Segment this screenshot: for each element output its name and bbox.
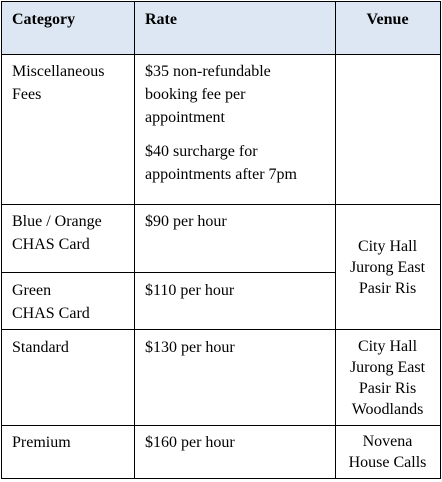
chas-venue-cell <box>335 236 440 299</box>
row-green-category <box>2 279 134 325</box>
row-blue-orange-category-line1: Blue / Orange <box>12 213 102 230</box>
row-misc-rate-p2-line1: $40 surcharge for <box>145 143 258 160</box>
row-blue-orange-rate: $90 per hour <box>145 213 227 230</box>
row-divider-green <box>2 329 440 330</box>
row-blue-orange-category-line2: CHAS Card <box>12 236 90 253</box>
row-misc-rate <box>135 60 335 186</box>
row-premium-venue-line2: House Calls <box>348 454 427 471</box>
chas-venue-line2: Jurong East <box>349 259 426 276</box>
column-divider-2 <box>335 2 336 478</box>
row-misc-rate-p1-line1: $35 non-refundable <box>145 63 271 80</box>
row-misc-category-line2: Fees <box>12 86 42 103</box>
row-premium-rate: $160 per hour <box>145 434 235 451</box>
row-misc-category <box>2 60 134 106</box>
row-misc-rate-p1-line3: appointment <box>145 109 225 126</box>
row-standard-rate: $130 per hour <box>145 339 235 356</box>
row-misc-rate-p1-line2: booking fee per <box>145 86 246 103</box>
row-standard-venue-line4: Woodlands <box>351 401 424 418</box>
pricing-table <box>1 1 441 479</box>
row-green-category-line1: Green <box>12 282 52 299</box>
row-standard-venue-line1: City Hall <box>357 338 418 355</box>
row-divider-header <box>2 54 440 55</box>
header-rate: Rate <box>145 11 177 28</box>
row-standard-category: Standard <box>12 339 69 356</box>
row-premium-venue <box>335 431 440 473</box>
header-venue: Venue <box>366 11 409 28</box>
row-blue-orange-category <box>2 210 134 256</box>
row-misc-rate-p2-line2: appointments after 7pm <box>145 166 297 183</box>
row-standard-venue-line2: Jurong East <box>349 359 426 376</box>
chas-venue-line3: Pasir Ris <box>358 280 417 297</box>
header-category: Category <box>12 11 76 28</box>
row-premium-venue-line1: Novena <box>362 433 413 450</box>
row-standard-venue-line3: Pasir Ris <box>358 380 417 397</box>
row-divider-blue-orange <box>2 272 335 273</box>
chas-venue-line1: City Hall <box>357 238 418 255</box>
row-premium-category: Premium <box>12 434 71 451</box>
row-divider-misc <box>2 204 440 205</box>
row-standard-venue <box>335 336 440 420</box>
row-misc-category-line1: Miscellaneous <box>12 63 105 80</box>
column-divider-1 <box>134 2 135 478</box>
row-green-rate: $110 per hour <box>145 282 235 299</box>
row-divider-standard <box>2 425 440 426</box>
row-green-category-line2: CHAS Card <box>12 305 90 322</box>
